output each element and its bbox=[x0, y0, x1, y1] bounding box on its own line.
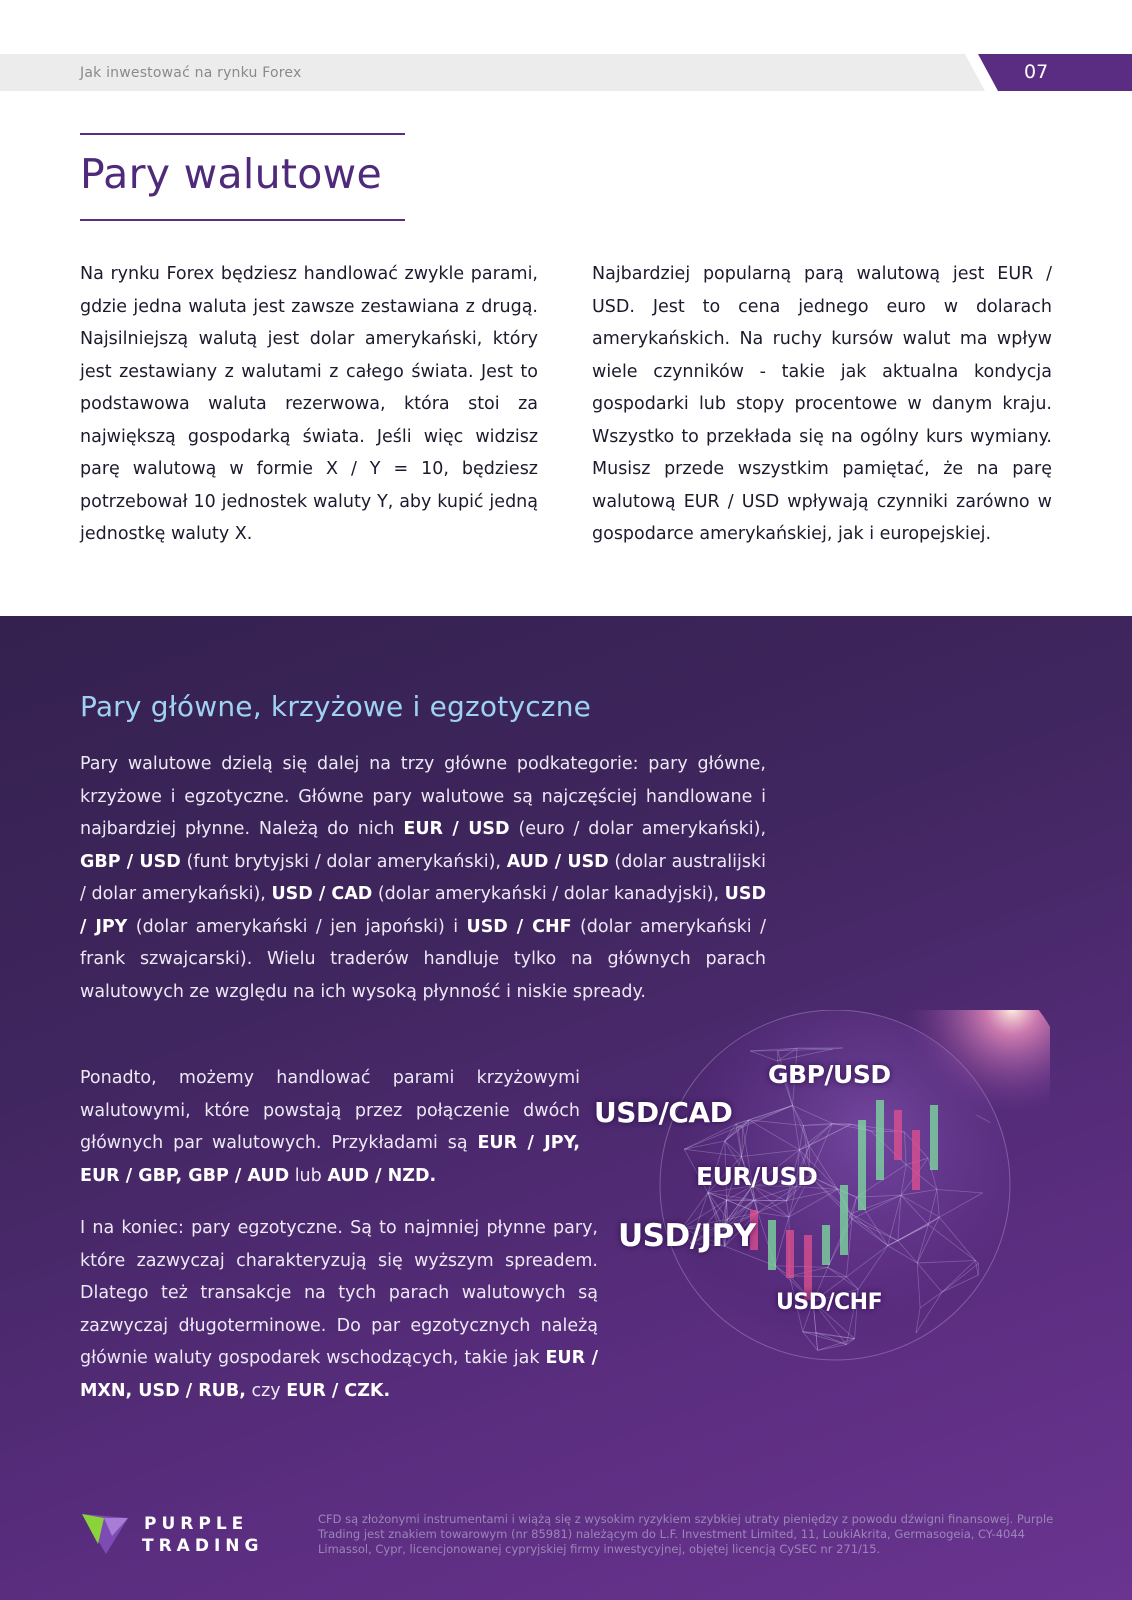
purple-trading-logo bbox=[82, 1514, 282, 1574]
paragraph-text: (funt brytyjski / dolar amerykański), bbox=[180, 851, 507, 872]
legal-disclaimer: CFD są złożonymi instrumentami i wiążą się z wysokim ryzykiem szybkiej utraty pieniędzy z powodu dźwigni finansowej. Purple Trading jest znakiem towarowym (nr 85981) należącym do L.F. Investment Limited, 11, LoukiAkrita, Germasogeia, CY-4044 Limassol, Cypr, licencjonowanej cypryjskiej firmy inwestycyjnej, objętej licencją CySEC nr 271/15. bbox=[318, 1512, 1054, 1556]
paragraph-text: czy bbox=[245, 1380, 287, 1401]
currency-pair-highlight: EUR / JPY, EUR / GBP, GBP / AUD bbox=[80, 1133, 580, 1186]
currency-pair-highlight: AUD / NZD. bbox=[327, 1165, 437, 1186]
page-title: Pary walutowe bbox=[80, 150, 383, 198]
logo-mark-icon bbox=[82, 1514, 132, 1556]
currency-pair-highlight: EUR / CZK. bbox=[286, 1380, 391, 1401]
intro-left-paragraph: Na rynku Forex będziesz handlować zwykle parami, gdzie jedna waluta jest zawsze zestawiana z drugą. Najsilniejszą walutą jest dolar amerykański, który jest zestawiany z walutami z całego świata. Jest to podstawowa waluta rezerwowa, która stoi za największą gospodarką świata. Jeśli więc widzisz parę walutową w formie X / Y = 10, będziesz potrzebował 10 jednostek waluty Y, aby kupić jedną jednostkę waluty X. bbox=[80, 264, 538, 544]
paragraph-text: (dolar amerykański / frank szwajcarski). Wielu traderów handluje tylko na głównych parach walutowych ze względu na ich wysoką płynność i niskie spready. bbox=[80, 916, 766, 1002]
cross-pairs-paragraph bbox=[80, 1062, 580, 1192]
paragraph-text: (dolar amerykański / jen japoński) i bbox=[127, 916, 467, 937]
major-pairs-paragraph bbox=[80, 748, 766, 1008]
currency-pair-highlight: AUD / USD bbox=[506, 851, 609, 872]
candlestick bbox=[786, 1230, 794, 1278]
pair-label-eurusd: EUR/USD bbox=[696, 1162, 818, 1191]
candlestick bbox=[858, 1120, 866, 1210]
paragraph-text: (dolar australijski / dolar amerykański), bbox=[80, 851, 766, 904]
paragraph-text: lub bbox=[289, 1165, 328, 1186]
logo-text-purple: PURPLE bbox=[144, 1514, 249, 1534]
currency-pair-highlight: USD / JPY bbox=[80, 884, 766, 937]
title-rule-top bbox=[80, 133, 405, 135]
paragraph-text: (euro / dolar amerykański), bbox=[509, 819, 767, 839]
logo-text-trading: TRADING bbox=[142, 1536, 264, 1556]
exotic-pairs-paragraph bbox=[80, 1212, 598, 1407]
page-number-band bbox=[978, 54, 1132, 91]
pair-label-usdcad: USD/CAD bbox=[594, 1096, 733, 1129]
candlestick bbox=[822, 1225, 830, 1265]
candlestick bbox=[912, 1130, 920, 1190]
currency-pair-highlight: EUR / MXN, USD / RUB, bbox=[80, 1348, 599, 1401]
currency-pair-highlight: USD / CAD bbox=[271, 884, 373, 904]
paragraph-text: (dolar amerykański / dolar kanadyjski), bbox=[372, 884, 725, 904]
pair-label-usdjpy: USD/JPY bbox=[618, 1218, 756, 1254]
paragraph-text: Pary walutowe dzielą się dalej na trzy główne podkategorie: pary główne, krzyżowe i egzotyczne. Główne pary walutowe są najczęściej handlowane i najbardziej płynne. Należą do nich bbox=[80, 754, 766, 839]
candlestick bbox=[768, 1220, 776, 1270]
candlestick bbox=[840, 1185, 848, 1255]
currency-pair-highlight: USD / CHF bbox=[466, 916, 572, 937]
page-number: 07 bbox=[1024, 61, 1049, 83]
candlestick bbox=[876, 1100, 884, 1180]
pair-label-usdchf: USD/CHF bbox=[776, 1290, 883, 1315]
pair-label-gbpusd: GBP/USD bbox=[768, 1060, 891, 1089]
candlestick bbox=[894, 1110, 902, 1160]
section-heading: Pary główne, krzyżowe i egzotyczne bbox=[80, 690, 592, 723]
paragraph-text: Ponadto, możemy handlować parami krzyżowymi walutowymi, które powstają przez połączenie dwóch głównych par walutowych. Przykładami są bbox=[80, 1068, 580, 1153]
candlestick bbox=[930, 1105, 938, 1170]
paragraph-text: I na koniec: pary egzotyczne. Są to najmniej płynne pary, które zazwyczaj charakteryzują się wyższym spreadem. Dlatego też transakcje na tych parach walutowych są zazwyczaj długoterminowe. Do par egzotycznych należą głównie waluty gospodarek wschodzących, takie jak bbox=[80, 1218, 598, 1368]
intro-right-paragraph: Najbardziej popularną parą walutową jest EUR / USD. Jest to cena jednego euro w dolarach amerykańskich. Na ruchy kursów walut ma wpływ wiele czynników - takie jak aktualna kondycja gospodarki lub stopy procentowe w danym kraju. Wszystko to przekłada się na ogólny kurs wymiany. Musisz przede wszystkim pamiętać, że na parę walutową EUR / USD wpływają czynniki zarówno w gospodarce amerykańskiej, jak i europejskiej. bbox=[592, 264, 1052, 544]
title-rule-bottom bbox=[80, 219, 405, 221]
currency-pair-highlight: EUR / USD bbox=[403, 819, 510, 839]
currency-pair-highlight: GBP / USD bbox=[80, 851, 181, 872]
forex-globe-illustration bbox=[590, 1010, 1050, 1410]
document-title: Jak inwestować na rynku Forex bbox=[80, 65, 302, 81]
